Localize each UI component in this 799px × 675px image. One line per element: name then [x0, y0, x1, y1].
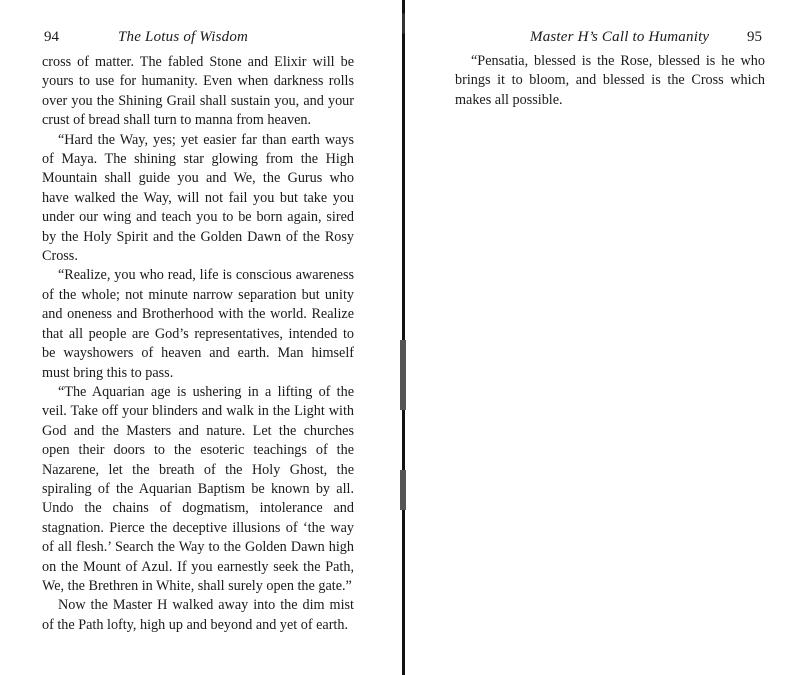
paragraph: “Realize, you who read, life is conscious awareness of the whole; not minute narrow separation but unity and oneness and Brotherhood with the world. Realize that all people are God’s representatives, intended to be wayshowers of heaven and earth. Man himself must bring this to pass. [42, 267, 354, 381]
page-number: 94 [44, 29, 59, 45]
paragraph: “The Aquarian age is ushering in a lifting of the veil. Take off your blinders and walk in the Light with God and the Masters and nature. Let the churches open their doors to the esoteric teachings of the Nazarene, let the breath of the Holy Ghost, the spiraling of the Aquarian Baptism be known by all. Undo the chains of dogmatism, intolerance and stagnation. Pierce the deceptive illusions of ‘the way of all flesh.’ Search the Way to the Golden Dawn high on the Mount of Azul. If you earnestly seek the Path, We, the Brethren in White, shall surely open the gate.” [42, 383, 354, 594]
page-body [455, 52, 765, 110]
paragraph: Now the Master H walked away into the dim mist of the Path lofty, high up and beyond and yet of earth. [42, 597, 354, 633]
right-page [404, 0, 799, 675]
paragraph: cross of matter. The fabled Stone and Elixir will be yours to use for humanity. Even when darkness rolls over you the Shining Grail shall sustain you, and your crust of bread shall turn to manna from heaven. [42, 54, 354, 129]
page-number: 95 [747, 29, 762, 45]
running-title: The Lotus of Wisdom [118, 29, 249, 45]
page-body [42, 53, 354, 635]
paragraph: “Pensatia, blessed is the Rose, blessed is he who brings it to bloom, and blessed is the Cross which makes all possible. [455, 53, 765, 108]
running-title: Master H’s Call to Humanity [530, 29, 710, 45]
paragraph: “Hard the Way, yes; yet easier far than earth ways of Maya. The shining star glowing from the High Mountain shall guide you and We, the Gurus who have walked the Way, will not fail you but take you under our wing and teach you to be born again, sired by the Holy Spirit and the Golden Dawn of the Rosy Cross. [42, 131, 354, 265]
